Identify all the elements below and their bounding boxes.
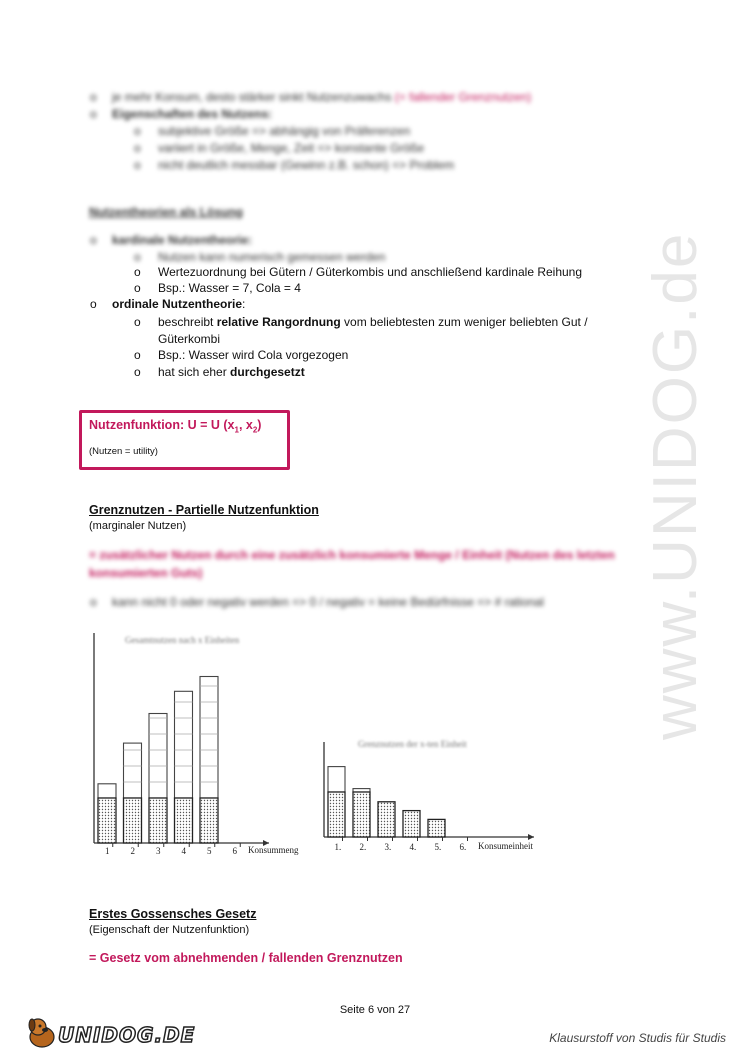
marginal-sub: (marginaler Nutzen) [89,520,187,532]
marginal-heading: Grenznutzen - Partielle Nutzenfunktion [89,503,319,517]
x-axis-label: Konsummeng [248,845,299,855]
ordinal-item-1-post: vom beliebtesten zum weniger beliebten Gut / [340,315,588,329]
ordinal-item-2: Bsp.: Wasser wird Cola vorgezogen [158,348,349,362]
watermark: www.UNIDOG.de [641,231,710,740]
x-tick-label: 3. [384,842,392,852]
ordinal-item-3 [158,365,305,380]
bar-dotted [328,792,345,837]
bullet-circle: o [134,158,141,172]
bar-upper [124,743,142,798]
bullet-circle: o [90,90,97,104]
utility-title-mid: , x [238,418,253,432]
blurred-suffix: (= fallender Grenznutzen) [394,90,532,104]
cardinal-item-1: Nutzen kann numerisch gemessen werden [158,250,386,264]
bullet-circle: o [134,265,141,279]
ordinal-item-1-line2: Güterkombi [158,332,221,346]
cardinal-item-3: Bsp.: Wasser = 7, Cola = 4 [158,281,301,295]
bullet-circle: o [90,297,97,311]
footer-tagline: Klausurstoff von Studis für Studis [549,1031,726,1045]
gossen-heading: Erstes Gossensches Gesetz [89,907,257,921]
bullet-circle: o [134,281,141,295]
x-axis-arrow [528,834,534,840]
x-tick-label: 1. [334,842,342,852]
bar-dotted [200,798,218,843]
theories-heading: Nutzentheorien als Lösung [89,205,244,219]
blurred-line-3: subjektive Größe => abhängig von Präferenzen [158,124,411,138]
bar-upper [328,767,345,792]
marginal-utility-chart [324,739,534,852]
ordinal-colon: : [242,297,246,311]
blurred-text: je mehr Konsum, desto stärker sinkt Nutzenzuwachs [112,90,392,104]
total-utility-chart [94,633,299,856]
bar-upper [149,714,167,799]
blurred-line-5: nicht deutlich messbar (Gewinn z.B. schon) => Problem [158,158,455,172]
bullet-circle: o [134,124,141,138]
ordinal-item-3-bold: durchgesetzt [230,365,305,379]
utility-title-pre: Nutzenfunktion: U = U (x [89,418,235,432]
bar-dotted [428,819,445,837]
bullet-circle: o [90,107,97,121]
bar-dotted [124,798,142,843]
bullet-circle: o [134,315,141,329]
utility-sub-1: 1 [234,425,239,435]
bar-dotted [353,792,370,837]
marginal-def-line-2: konsumierten Guts) [89,566,203,580]
blurred-line-1 [112,90,531,105]
x-tick-label: 4. [409,842,417,852]
utility-note: (Nutzen = utility) [89,446,158,457]
marginal-def-line-1: = zusätzlicher Nutzen durch eine zusätzlich konsumierte Menge / Einheit (Nutzen des letzten [89,548,615,562]
x-tick-label: 1 [105,846,110,856]
bullet-circle: o [134,365,141,379]
bullet-circle: o [134,348,141,362]
cardinal-item-2: Wertezuordnung bei Gütern / Güterkombis und anschließend kardinale Reihung [158,265,583,279]
ordinal-item-1-bold: relative Rangordnung [216,315,341,329]
blurred-line-2: Eigenschaften des Nutzens: [112,107,273,121]
bullet-circle: o [134,141,141,155]
page-number: Seite 6 von 27 [339,1004,411,1016]
x-tick-label: 6. [459,842,467,852]
cardinal-heading: kardinale Nutzentheorie: [112,233,253,247]
bar-dotted [378,802,395,837]
bullet-circle: o [134,250,141,264]
ordinal-item-1-pre: beschreibt [158,315,217,329]
x-tick-label: 2 [130,846,135,856]
ordinal-heading-text: ordinale Nutzentheorie [112,297,243,311]
bar-upper [98,784,116,798]
x-tick-label: 4 [181,846,186,856]
x-tick-label: 5. [434,842,442,852]
ordinal-heading [112,297,245,312]
utility-sub-2: 2 [252,425,258,435]
ordinal-item-3-pre: hat sich eher [158,365,231,379]
marginal-bullet: kann nicht 0 oder negativ werden => 0 / negativ = keine Bedürfnisse => # rational [112,595,544,609]
utility-function-title [89,418,261,438]
charts-figure [80,625,550,865]
chart-title: Gesamtnutzen nach x Einheiten [125,635,240,645]
x-tick-label: 6 [232,846,237,856]
x-tick-label: 2. [359,842,367,852]
bar-dotted [149,798,167,843]
gossen-sub: (Eigenschaft der Nutzenfunktion) [89,924,250,936]
bullet-circle: o [90,233,97,247]
bar-dotted [175,798,193,843]
chart-title: Grenznutzen der x-ten Einheit [358,739,467,749]
bullet-circle: o [90,595,97,609]
bar-upper [200,677,218,799]
x-tick-label: 5 [207,846,212,856]
blurred-line-4: variiert in Größe, Menge, Zeit => konstante Größe [158,141,425,155]
bar-dotted [98,798,116,843]
x-tick-label: 3 [156,846,161,856]
gossen-law: = Gesetz vom abnehmenden / fallenden Grenznutzen [89,951,403,965]
utility-title-close: ) [257,418,262,432]
ordinal-item-1 [158,315,588,330]
x-axis-label: Konsumeinheit [478,841,533,851]
bar-dotted [403,811,420,837]
dog-logo-icon [24,1015,60,1054]
unidog-logo: UNIDOG.DE [58,1023,196,1047]
